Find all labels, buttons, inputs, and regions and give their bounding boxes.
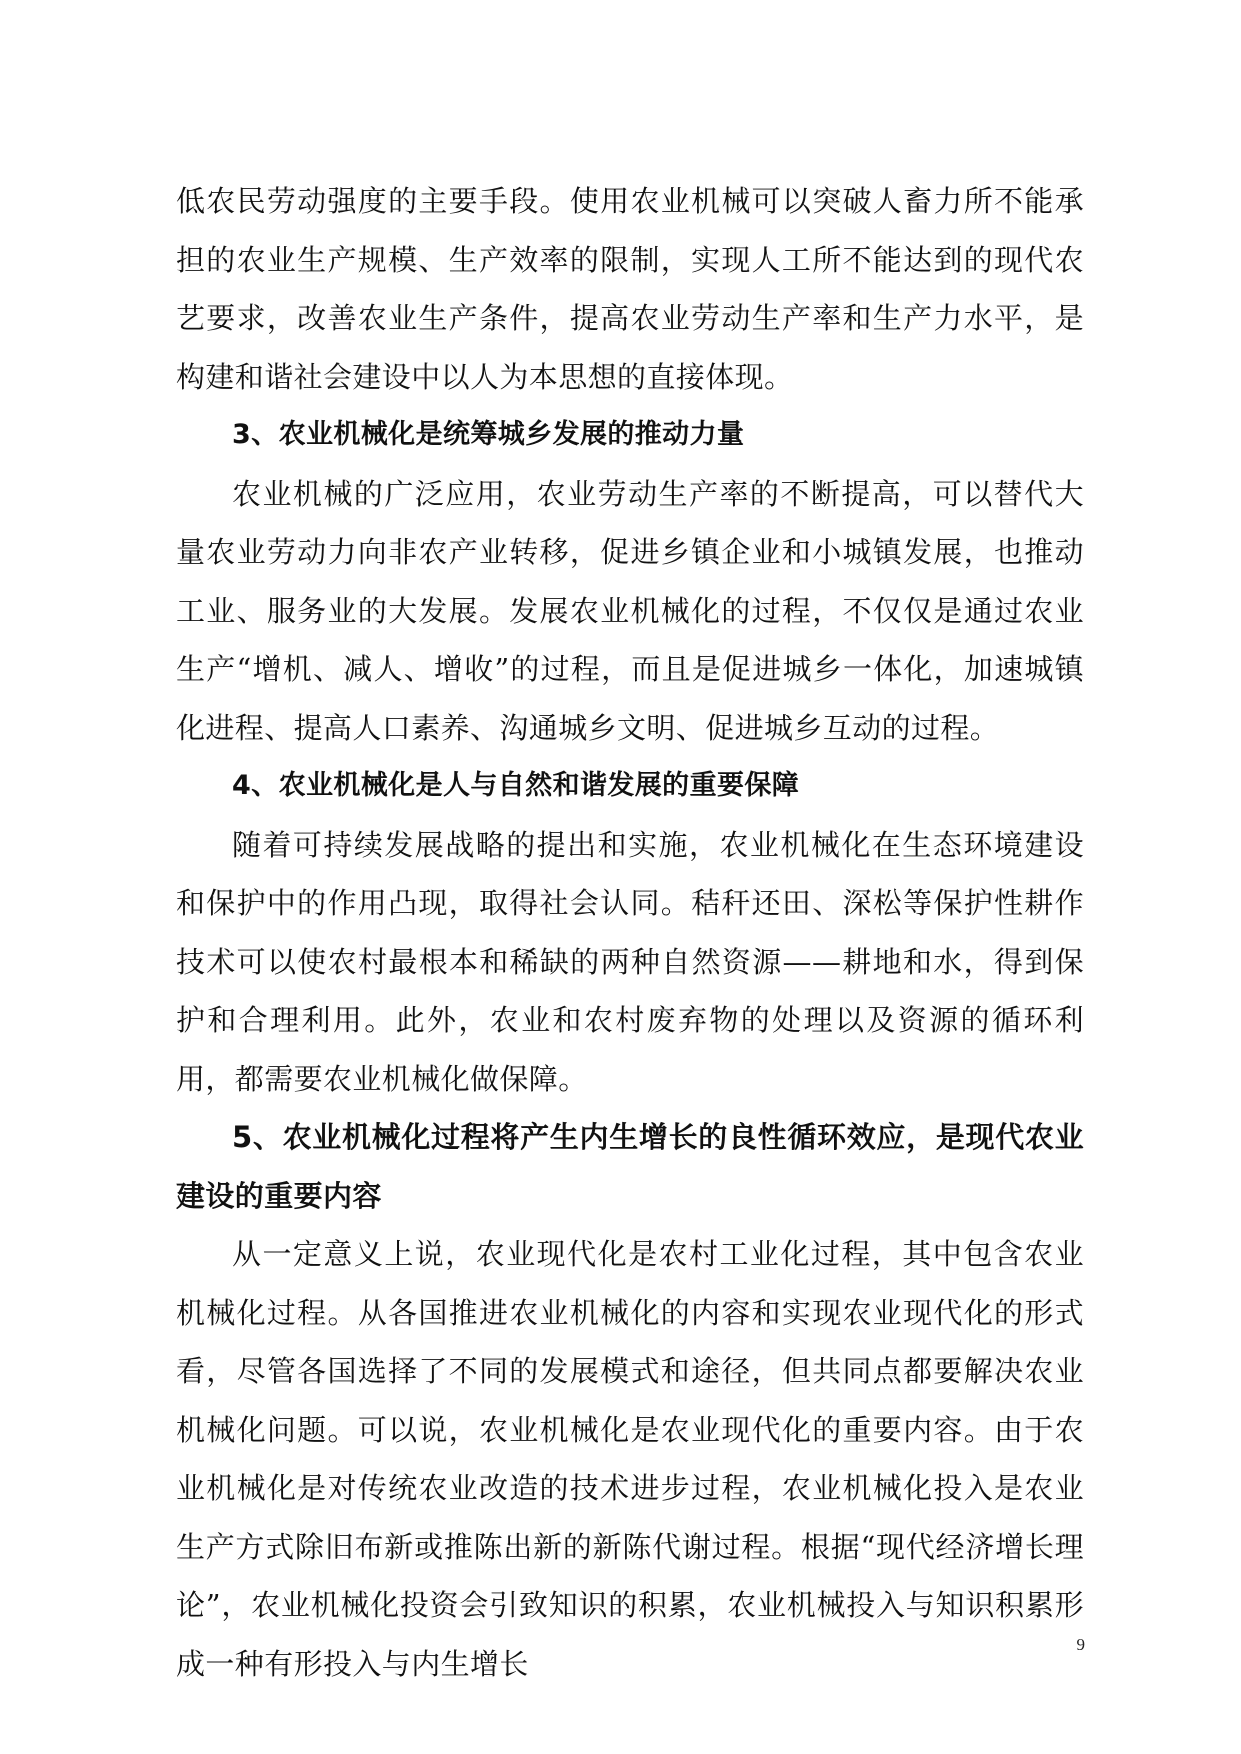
- paragraph-intro-continued: 低农民劳动强度的主要手段。使用农业机械可以突破人畜力所不能承担的农业生产规模、生产效率的限制，实现人工所不能达到的现代农艺要求，改善农业生产条件，提高农业劳动生产率和生产力水平，是构建和谐社会建设中以人为本思想的直接体现。: [176, 184, 1084, 394]
- section-heading-4: 4、农业机械化是人与自然和谐发展的重要保障: [232, 770, 800, 801]
- page-number: 9: [1076, 1635, 1085, 1654]
- paragraph-section-5: 从一定意义上说，农业现代化是农村工业化过程，其中包含农业机械化过程。从各国推进农业机械化的内容和实现农业现代化的形式看，尽管各国选择了不同的发展模式和途径，但共同点都要解决农业机械化问题。可以说，农业机械化是农业现代化的重要内容。由于农业机械化是对传统农业改造的技术进步过程，农业机械化投入是农业生产方式除旧布新或推陈出新的新陈代谢过程。根据“现代经济增长理论”，农业机械化投资会引致知识的积累，农业机械投入与知识积累形成一种有形投入与内生增长: [176, 1237, 1084, 1681]
- section-heading-5: 5、农业机械化过程将产生内生增长的良性循环效应，是现代农业建设的重要内容: [176, 1120, 1084, 1213]
- body-text: [176, 172, 1084, 1693]
- paragraph-section-3: 农业机械的广泛应用，农业劳动生产率的不断提高，可以替代大量农业劳动力向非农产业转移，促进乡镇企业和小城镇发展，也推动工业、服务业的大发展。发展农业机械化的过程，不仅仅是通过农业生产“增机、减人、增收”的过程，而且是促进城乡一体化，加速城镇化进程、提高人口素养、沟通城乡文明、促进城乡互动的过程。: [176, 476, 1084, 745]
- section-heading-3: 3、农业机械化是统筹城乡发展的推动力量: [232, 419, 745, 450]
- paragraph-section-4: 随着可持续发展战略的提出和实施，农业机械化在生态环境建设和保护中的作用凸现，取得社会认同。秸秆还田、深松等保护性耕作技术可以使农村最根本和稀缺的两种自然资源——耕地和水，得到保护和合理利用。此外，农业和农村废弃物的处理以及资源的循环利用，都需要农业机械化做保障。: [176, 827, 1084, 1096]
